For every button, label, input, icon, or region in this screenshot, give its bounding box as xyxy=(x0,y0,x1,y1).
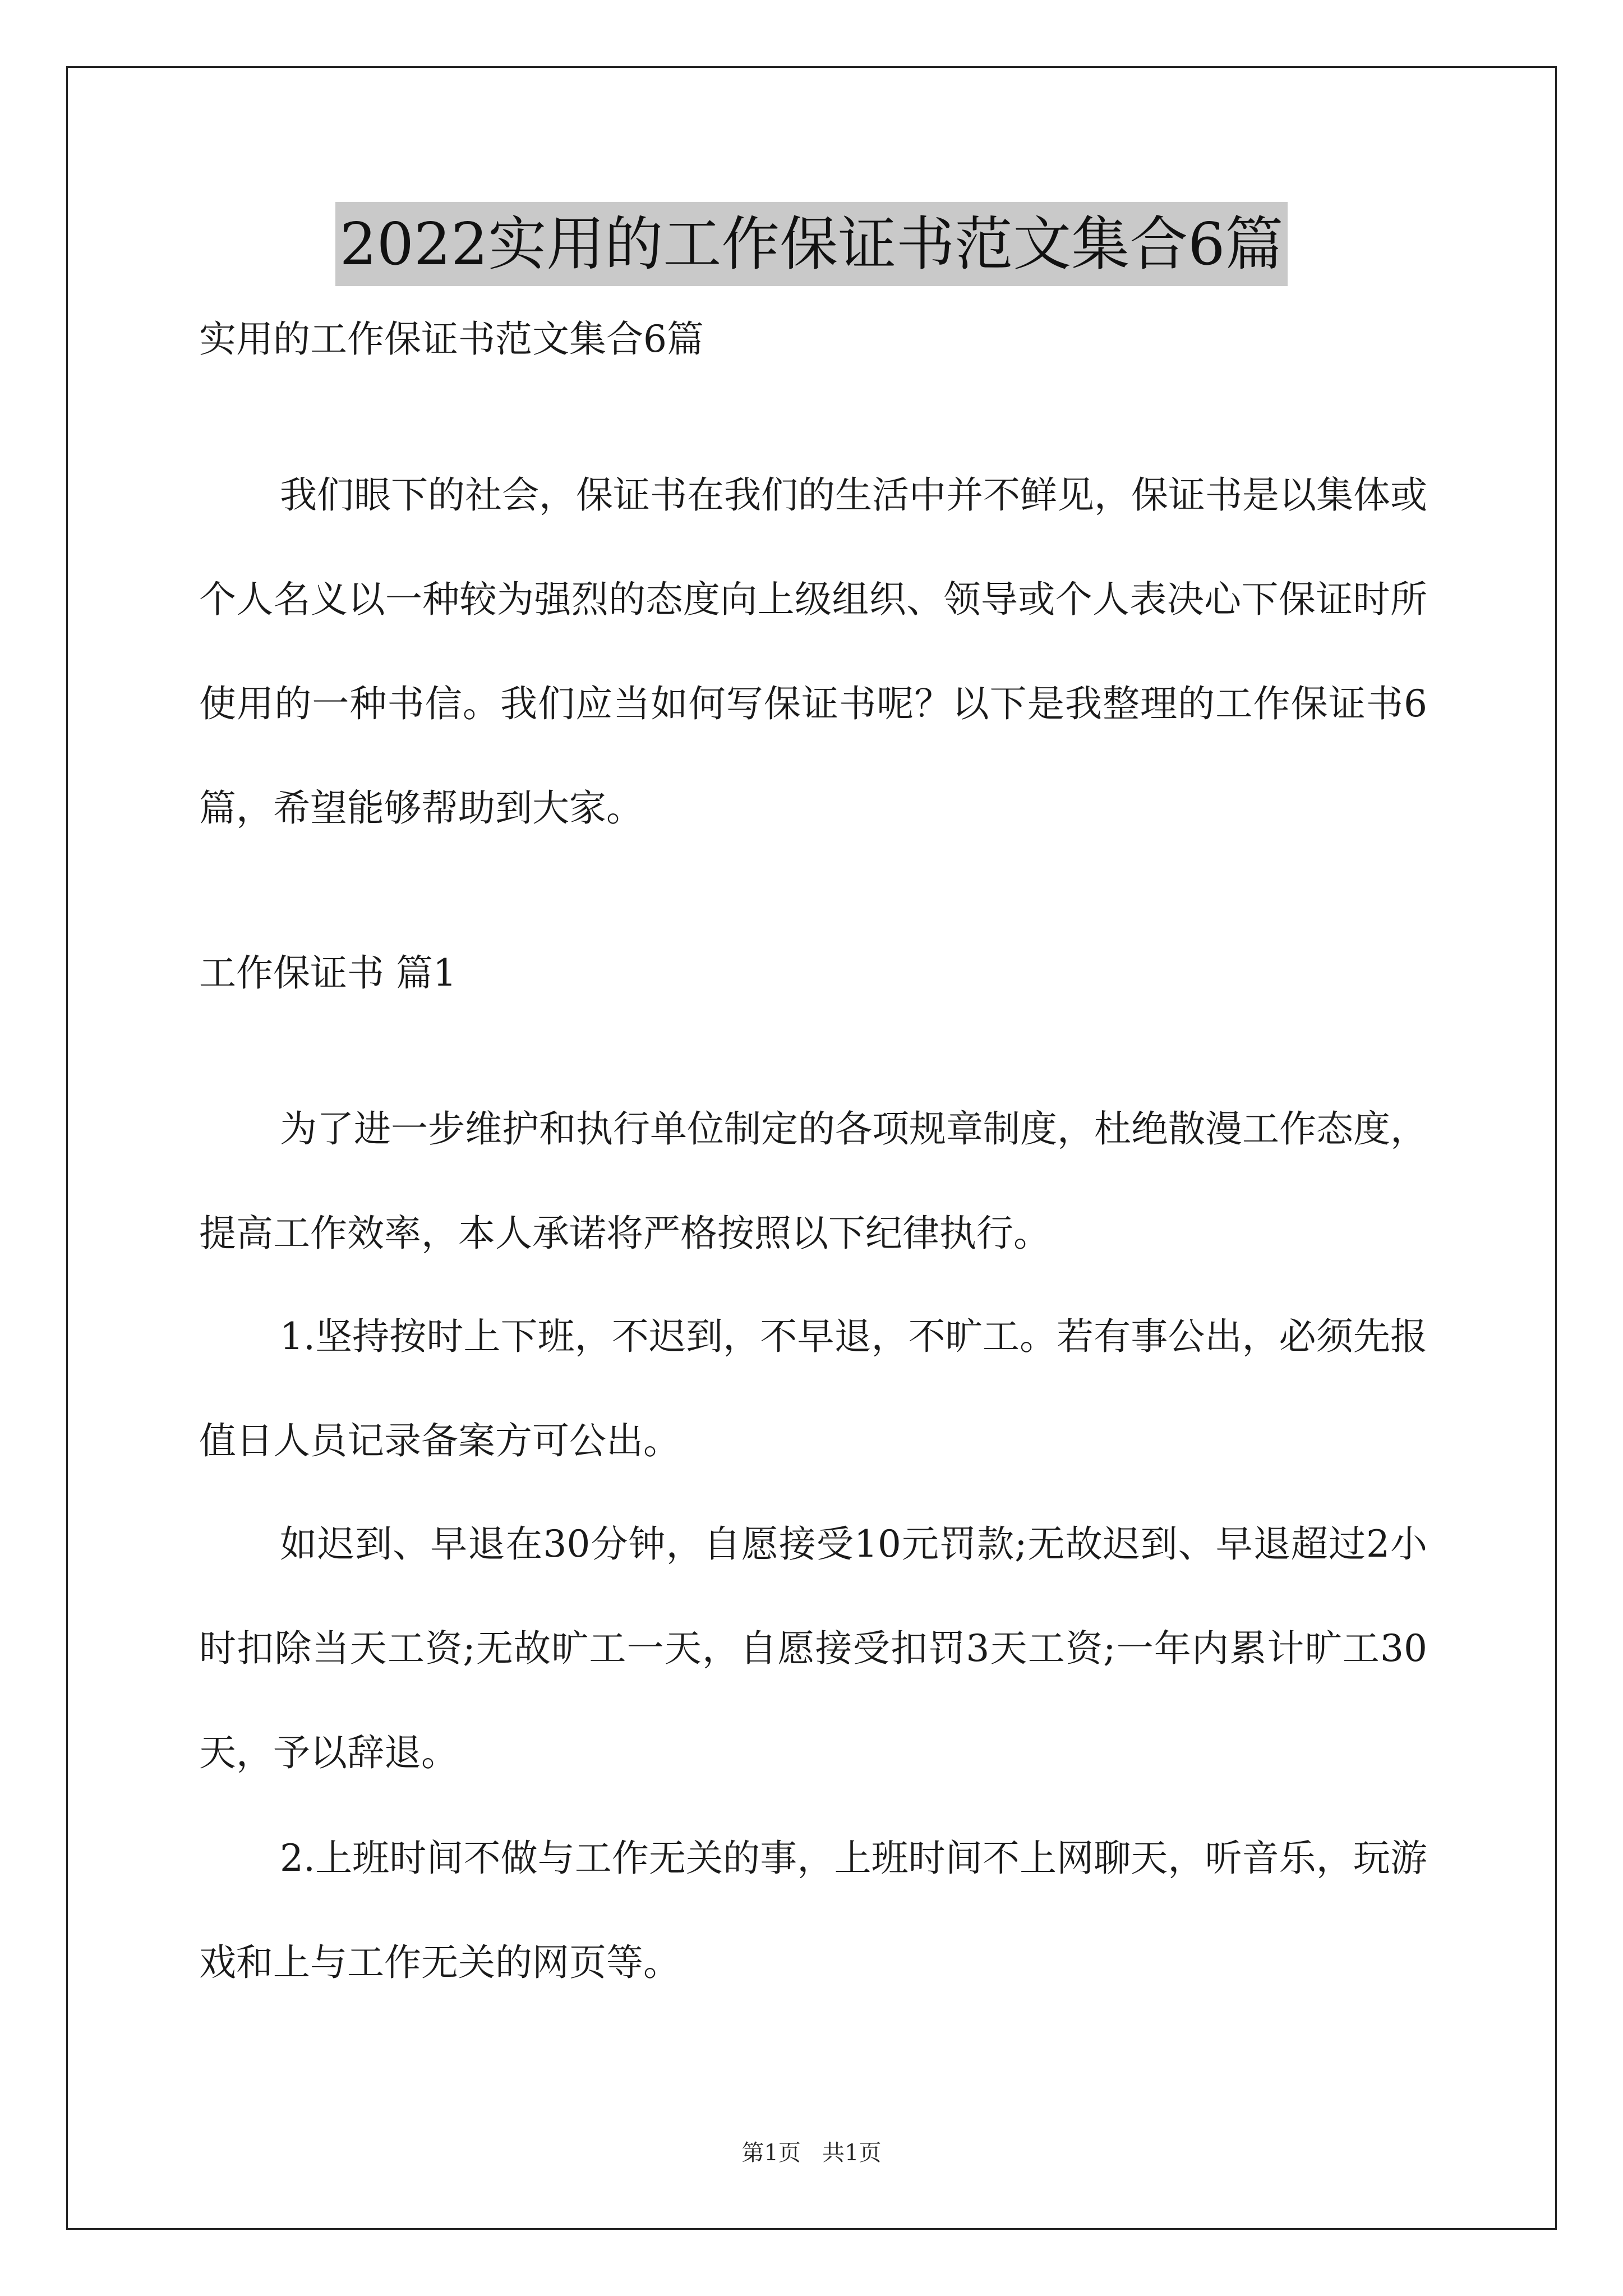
body-paragraph-3: 如迟到、早退在30分钟，自愿接受10元罚款;无故迟到、早退超过2小时扣除当天工资;无故旷工一天，自愿接受扣罚3天工资;一年内累计旷工30天，予以辞退。 xyxy=(199,1522,1427,1774)
document-subtitle: 实用的工作保证书范文集合6篇 xyxy=(199,318,704,361)
body-paragraph-4: 2.上班时间不做与工作无关的事，上班时间不上网聊天，听音乐，玩游戏和上与工作无关的网页等。 xyxy=(199,1837,1427,1984)
intro-paragraph: 我们眼下的社会，保证书在我们的生活中并不鲜见，保证书是以集体或个人名义以一种较为强烈的态度向上级组织、领导或个人表决心下保证时所使用的一种书信。我们应当如何写保证书呢？以下是我整理的工作保证书6篇，希望能够帮助到大家。 xyxy=(199,473,1427,830)
section-heading: 工作保证书 篇1 xyxy=(199,951,457,995)
body-paragraph-1: 为了进一步维护和执行单位制定的各项规章制度，杜绝散漫工作态度，提高工作效率，本人承诺将严格按照以下纪律执行。 xyxy=(199,1107,1427,1255)
page-footer: 第1页 共1页 xyxy=(741,2140,882,2166)
document-title: 2022实用的工作保证书范文集合6篇 xyxy=(335,202,1288,286)
title-container xyxy=(0,202,1623,286)
body-paragraph-2: 1.坚持按时上下班，不迟到，不早退，不旷工。若有事公出，必须先报值日人员记录备案方可公出。 xyxy=(199,1315,1427,1462)
